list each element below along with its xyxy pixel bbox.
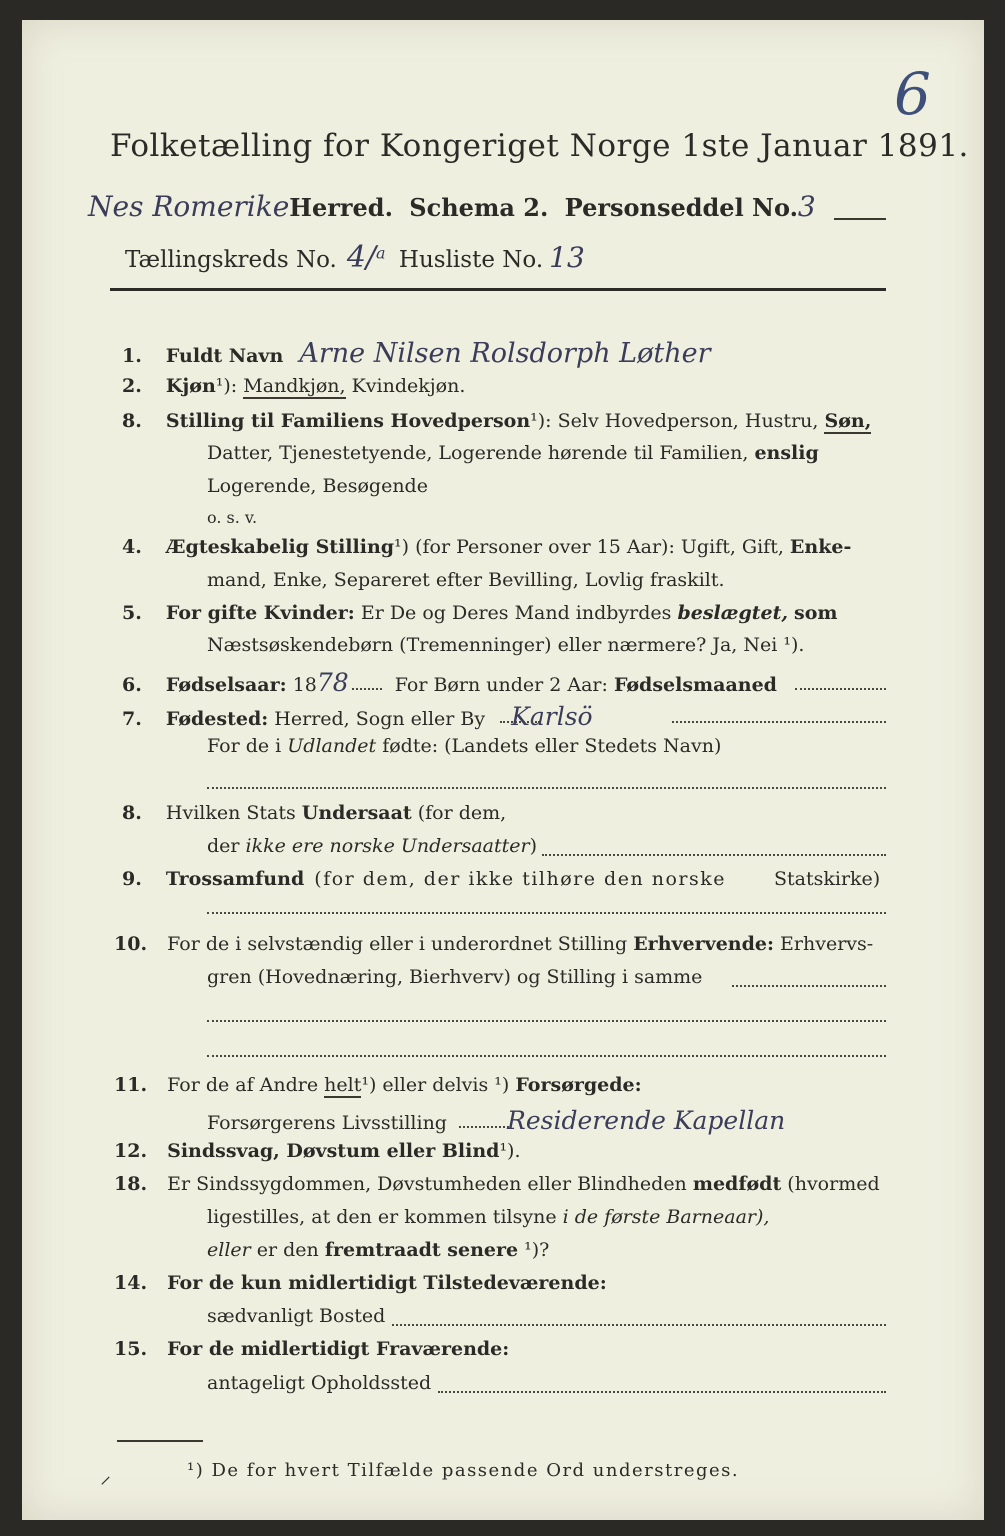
item-number: 12. bbox=[114, 1140, 148, 1162]
item-number: 11. bbox=[114, 1074, 148, 1096]
footnote: ¹) De for hvert Tilfælde passende Ord understreges. bbox=[187, 1460, 740, 1481]
item-text-bold: Fødselsmaaned bbox=[613, 674, 777, 696]
item-text: Datter, Tjenestetyende, Logerende hørende til Familien, bbox=[207, 442, 749, 464]
sex-option-female: Kvindekjøn. bbox=[351, 375, 466, 397]
item-text: Forsørgerens Livsstilling bbox=[207, 1112, 447, 1134]
item-4-line-2: mand, Enke, Separeret efter Bevilling, Lovlig fraskilt. bbox=[207, 569, 725, 591]
item-8-line-2: der ikke ere norske Undersaatter) bbox=[207, 835, 538, 857]
option-helt-selected: helt bbox=[324, 1074, 362, 1096]
dotted-line bbox=[352, 688, 382, 690]
dotted-line bbox=[732, 985, 886, 987]
item-9-religion bbox=[122, 868, 726, 890]
item-text-bold: Enke- bbox=[789, 536, 852, 558]
pencil-mark: ⸝ bbox=[100, 1464, 112, 1489]
item-label: medfødt bbox=[692, 1173, 782, 1195]
item-3-line-4: o. s. v. bbox=[207, 508, 258, 527]
item-text: Erhvervs- bbox=[780, 933, 874, 955]
item-number: 9. bbox=[122, 868, 142, 890]
full-name-value: Arne Nilsen Rolsdorph Løther bbox=[299, 338, 711, 369]
item-text: Hvilken Stats bbox=[165, 802, 296, 824]
item-text-bold: som bbox=[794, 602, 838, 624]
item-number: 18. bbox=[114, 1173, 148, 1195]
kreds-label: Tællingskreds No. bbox=[125, 247, 337, 273]
header-divider bbox=[110, 288, 886, 291]
item-5-married-women bbox=[122, 602, 838, 624]
page-number-handwritten: 6 bbox=[894, 60, 931, 128]
item-3-family-position bbox=[122, 410, 871, 432]
century-prefix: 18 bbox=[292, 674, 317, 696]
dotted-line bbox=[459, 1126, 509, 1128]
dotted-line bbox=[207, 1055, 886, 1057]
item-text: ¹) (for Personer over 15 Aar): Ugift, Gift, bbox=[394, 536, 784, 558]
dotted-line bbox=[795, 688, 886, 690]
header-line-2 bbox=[88, 190, 816, 223]
item-8-citizenship bbox=[122, 802, 506, 824]
item-10-occupation bbox=[114, 933, 873, 955]
item-13-congenital bbox=[114, 1173, 880, 1195]
item-number: 1. bbox=[122, 345, 142, 367]
item-13-line-2 bbox=[207, 1206, 769, 1228]
item-label: Kjøn bbox=[165, 375, 216, 397]
dotted-line bbox=[500, 721, 540, 723]
herred-label: Herred. bbox=[289, 193, 393, 222]
item-7-line-2 bbox=[207, 735, 721, 757]
item-3-line-3: Logerende, Besøgende bbox=[207, 475, 428, 497]
dotted-line bbox=[207, 1020, 886, 1022]
item-number: 4. bbox=[122, 536, 142, 558]
item-text: Er Sindssygdommen, Døvstumheden eller Blindheden bbox=[167, 1173, 687, 1195]
item-12-disability bbox=[114, 1140, 521, 1162]
item-9-statskirke: Statskirke) bbox=[774, 868, 881, 890]
item-label: Trossamfund bbox=[165, 868, 305, 890]
item-label: Ægteskabelig Stilling bbox=[165, 536, 395, 558]
item-number: 10. bbox=[114, 933, 148, 955]
supporter-occupation-value: Residerende Kapellan bbox=[507, 1106, 786, 1135]
husliste-label: Husliste No. bbox=[398, 247, 544, 273]
item-text-italic: i de første Barneaar), bbox=[562, 1206, 770, 1228]
schema-label: Schema 2. bbox=[409, 193, 549, 222]
item-7-birthplace bbox=[122, 702, 593, 731]
item-number: 8. bbox=[122, 410, 142, 432]
footnote-divider bbox=[117, 1440, 203, 1442]
dotted-line bbox=[542, 854, 886, 856]
kreds-number: 4/ bbox=[346, 240, 377, 275]
item-text: Herred, Sogn eller By bbox=[274, 708, 486, 730]
item-text: For de i bbox=[207, 735, 282, 757]
footnote-ref: ¹): bbox=[530, 410, 552, 432]
dotted-line bbox=[438, 1391, 886, 1393]
footnote-ref: ¹): bbox=[215, 375, 238, 397]
item-text: For de i selvstændig eller i underordnet Stilling bbox=[167, 933, 628, 955]
item-label: For de midlertidigt Fraværende: bbox=[167, 1338, 510, 1360]
birthplace-value: Karlsö bbox=[511, 702, 593, 731]
item-text-italic: Udlandet bbox=[287, 735, 377, 757]
item-label: For gifte Kvinder: bbox=[165, 602, 355, 624]
sex-option-male-selected: Mandkjøn, bbox=[243, 375, 346, 397]
item-text: (for dem, der ikke tilhøre den norske bbox=[314, 868, 726, 890]
item-number: 15. bbox=[114, 1338, 148, 1360]
item-11-supported bbox=[114, 1074, 642, 1096]
item-text: ¹)? bbox=[524, 1239, 550, 1261]
item-number: 8. bbox=[122, 802, 142, 824]
header-line-3 bbox=[125, 240, 585, 275]
birth-year-value: 78 bbox=[316, 668, 349, 697]
item-label: Erhvervende: bbox=[633, 933, 774, 955]
item-text: For de af Andre bbox=[167, 1074, 319, 1096]
item-5-line-2: Næstsøskendebørn (Tremenninger) eller nærmere? Ja, Nei ¹). bbox=[207, 634, 805, 656]
husliste-number: 13 bbox=[549, 241, 585, 274]
dotted-line bbox=[672, 721, 886, 723]
item-text: ligestilles, at den er kommen tilsyne bbox=[207, 1206, 557, 1228]
dotted-line bbox=[392, 1324, 886, 1326]
item-text-italic: eller bbox=[207, 1239, 251, 1261]
item-text: (for dem, bbox=[417, 802, 507, 824]
item-label: Undersaat bbox=[301, 802, 412, 824]
dotted-line bbox=[207, 912, 886, 914]
item-text: er den bbox=[256, 1239, 319, 1261]
item-text: ¹). bbox=[499, 1140, 521, 1162]
position-option-son-selected: Søn, bbox=[824, 410, 872, 432]
item-number: 14. bbox=[114, 1272, 148, 1294]
item-text: fødte: (Landets eller Stedets Navn) bbox=[382, 735, 722, 757]
item-3-line-2 bbox=[207, 442, 819, 464]
municipality-name: Nes Romerike bbox=[88, 190, 290, 223]
item-text: Er De og Deres Mand indbyrdes bbox=[360, 602, 672, 624]
item-number: 7. bbox=[122, 708, 142, 730]
item-14-line-2: sædvanligt Bosted bbox=[207, 1305, 386, 1327]
dotted-line bbox=[207, 787, 886, 789]
item-1-name bbox=[122, 338, 711, 369]
item-15-temporary-absent bbox=[114, 1338, 509, 1360]
item-number: 2. bbox=[122, 375, 142, 397]
form-title: Folketælling for Kongeriget Norge 1ste Januar 1891. bbox=[110, 128, 969, 164]
census-form-page bbox=[22, 20, 984, 1520]
item-number: 6. bbox=[122, 674, 142, 696]
item-text: ¹) eller delvis ¹) bbox=[361, 1074, 510, 1096]
item-number: 5. bbox=[122, 602, 142, 624]
item-text: (hvormed bbox=[787, 1173, 880, 1195]
item-label: Fødested: bbox=[165, 708, 269, 730]
personseddel-underline bbox=[834, 218, 886, 220]
item-text-italic: ikke ere norske Undersaatter bbox=[245, 835, 530, 857]
kreds-superscript: a bbox=[376, 243, 386, 263]
item-10-line-2: gren (Hovednæring, Bierhverv) og Stilling i samme bbox=[207, 966, 703, 988]
item-text-italic: beslægtet, bbox=[677, 602, 788, 624]
item-15-line-2: antageligt Opholdssted bbox=[207, 1372, 432, 1394]
item-label: Forsørgede: bbox=[515, 1074, 642, 1096]
personseddel-number: 3 bbox=[797, 190, 816, 223]
item-13-line-3 bbox=[207, 1239, 549, 1261]
item-4-marital-status bbox=[122, 536, 851, 558]
personseddel-label: Personseddel No. bbox=[564, 193, 798, 222]
item-label: For de kun midlertidigt Tilstedeværende: bbox=[167, 1272, 607, 1294]
item-label: Fødselsaar: bbox=[165, 674, 287, 696]
item-text: For Børn under 2 Aar: bbox=[394, 674, 608, 696]
item-label: Fuldt Navn bbox=[165, 345, 284, 367]
item-14-temporary-present bbox=[114, 1272, 607, 1294]
item-6-birth-year bbox=[122, 668, 777, 697]
item-2-sex bbox=[122, 375, 465, 397]
item-label: Sindssvag, Døvstum eller Blind bbox=[167, 1140, 500, 1162]
item-text: Selv Hovedperson, Hustru, bbox=[557, 410, 819, 432]
item-text-bold: enslig bbox=[754, 442, 819, 464]
item-label: Stilling til Familiens Hovedperson bbox=[165, 410, 531, 432]
item-text-bold: fremtraadt senere bbox=[324, 1239, 519, 1261]
item-text: der bbox=[207, 835, 240, 857]
item-11-line-2 bbox=[207, 1106, 785, 1135]
